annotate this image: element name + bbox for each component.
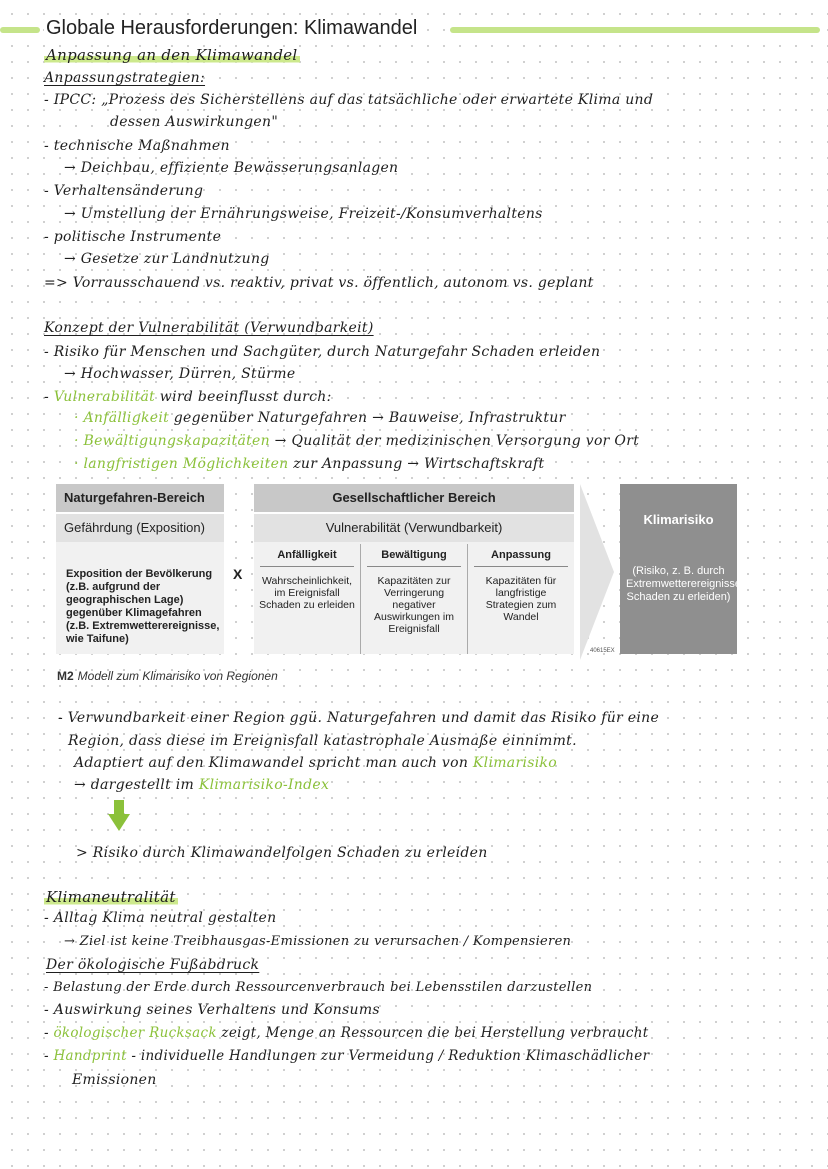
multiply-operator: X (233, 566, 243, 582)
strategy-line-7: - politische Instrumente (44, 229, 222, 245)
caption-label: M2 (57, 669, 74, 683)
column-adaptation (468, 544, 574, 654)
factor-line-3 (74, 456, 544, 472)
climate-risk-box (620, 484, 744, 654)
strategy-line-3: - technische Maßnahmen (44, 138, 230, 154)
section-heading-adaptation (44, 46, 300, 64)
neutrality-line-2: → Ziel ist keine Treibhausgas-Emissionen zu verursachen / Kompensieren (64, 934, 572, 949)
hazard-area-head: Naturgefahren-Bereich (56, 484, 224, 512)
page-title: Globale Herausforderungen: Klimawandel (44, 17, 423, 40)
climate-neutrality-heading (44, 888, 178, 906)
social-area-box (254, 484, 574, 654)
adaptation-strategies-label: Anpassungstrategien: (44, 70, 206, 86)
hazard-area-sub: Gefährdung (Exposition) (56, 512, 224, 542)
strategy-line-2: dessen Auswirkungen" (110, 114, 279, 130)
strategy-line-9: => Vorrausschauend vs. reaktiv, privat vs. öffentlich, autonom vs. geplant (44, 275, 594, 291)
factor-1-term: · Anfälligkeit (74, 410, 170, 426)
column-adaptation-body: Kapazitäten für langfristige Strategien zum Wandel (485, 575, 557, 623)
strategy-line-8: → Gesetze zur Landnutzung (64, 251, 270, 267)
line5-prefix: - (44, 1025, 54, 1041)
strategy-line-1: - IPCC: „Prozess des Sicherstellens auf das tatsächliche oder erwartete Klima und (44, 92, 654, 108)
handprint-term: Handprint (53, 1048, 127, 1064)
title-bar-right (450, 27, 820, 33)
vulnerability-line (44, 389, 332, 405)
risk-line: - Risiko für Menschen und Sachgüter, durch Naturgefahr Schaden erleiden (44, 344, 601, 360)
climate-risk-model-figure (56, 484, 744, 660)
factor-line-1 (74, 410, 566, 426)
line6-prefix: - (44, 1048, 54, 1064)
vuln-definition-line-1: - Verwundbarkeit einer Region ggü. Naturgefahren und damit das Risiko für eine (58, 710, 660, 726)
figure-caption (57, 669, 278, 683)
footprint-line-1: - Belastung der Erde durch Ressourcenverbrauch bei Lebensstilen darzustellen (44, 980, 593, 995)
footprint-heading: Der ökologische Fußabdruck (46, 957, 260, 973)
line3-text: Adaptiert auf den Klimawandel spricht man auch von (74, 755, 473, 771)
down-arrow-icon (108, 800, 130, 832)
vulnerability-heading: Konzept der Vulnerabilität (Verwundbarkeit) (44, 320, 374, 336)
vuln-word: Vulnerabilität (53, 389, 156, 405)
footprint-line-4 (44, 1048, 649, 1064)
climate-risk-definition: > Risiko durch Klimawandelfolgen Schaden zu erleiden (76, 845, 488, 861)
factor-3-term: · langfristigen Möglichkeiten (74, 456, 289, 472)
column-susceptibility-body: Wahrscheinlichkeit, im Ereignisfall Schaden zu erleiden (259, 575, 355, 611)
risk-examples: → Hochwasser, Dürren, Stürme (64, 366, 296, 382)
climate-risk-index-term: Klimarisiko-Index (198, 777, 330, 793)
vuln-definition-line-4 (74, 777, 329, 793)
figure-arrow-icon (580, 484, 614, 660)
column-coping (361, 544, 468, 654)
climate-risk-body: (Risiko, z. B. durch Extremwetterereignisse, Schaden zu erleiden) (626, 565, 744, 603)
line6-text: - individuelle Handlungen zur Vermeidung / Reduktion Klimaschädlicher (126, 1048, 650, 1064)
strategy-line-5: - Verhaltensänderung (44, 183, 204, 199)
factor-1-text: gegenüber Naturgefahren → Bauweise, Infrastruktur (169, 410, 566, 426)
vulnerability-columns (254, 544, 574, 654)
climate-risk-head: Klimarisiko (643, 512, 714, 527)
footprint-line-2: - Auswirkung seines Verhaltens und Konsums (44, 1002, 380, 1018)
column-adaptation-head: Anpassung (474, 544, 568, 567)
title-bar-left (0, 27, 40, 33)
climate-risk-term: Klimarisiko (472, 755, 558, 771)
column-susceptibility-head: Anfälligkeit (260, 544, 354, 567)
line5-text: zeigt, Menge an Ressourcen die bei Herstellung verbraucht (216, 1025, 649, 1041)
footprint-line-5: Emissionen (72, 1072, 157, 1088)
caption-text: Modell zum Klimarisiko von Regionen (77, 669, 278, 683)
column-coping-head: Bewältigung (367, 544, 461, 567)
column-coping-body: Kapazitäten zur Verringerung negativer Auswirkungen im Ereignisfall (374, 575, 454, 635)
ecological-backpack-term: ökologischer Rucksack (53, 1025, 217, 1041)
strategy-line-6: → Umstellung der Ernährungsweise, Freizeit-/Konsumverhaltens (64, 206, 543, 222)
neutrality-line-1: - Alltag Klima neutral gestalten (44, 910, 277, 926)
hazard-area-body: Exposition der Bevölkerung (z.B. aufgrund der geographischen Lage) gegenüber Klimagefahren (z.B. Extremwetterereignisse, wie Taifune) (66, 568, 220, 645)
hazard-area-box (56, 484, 224, 654)
line4-text: → dargestellt im (74, 777, 199, 793)
vuln-prefix: - (44, 389, 54, 405)
column-susceptibility (254, 544, 361, 654)
vuln-definition-line-2: Region, dass diese im Ereignisfall katastrophale Ausmaße einnimmt. (68, 733, 577, 749)
social-area-sub: Vulnerabilität (Verwundbarkeit) (254, 512, 574, 542)
social-area-head: Gesellschaftlicher Bereich (254, 484, 574, 512)
climate-neutrality-heading-text: Klimaneutralität (46, 888, 176, 906)
factor-3-text: zur Anpassung → Wirtschaftskraft (288, 456, 545, 472)
figure-code: 40615EX (590, 648, 615, 654)
adaptation-heading-text: Anpassung an den Klimawandel (46, 46, 298, 64)
vuln-definition-line-3 (74, 755, 557, 771)
footprint-line-3 (44, 1025, 648, 1041)
factor-2-term: · Bewältigungskapazitäten (74, 433, 270, 449)
factor-line-2 (74, 433, 639, 449)
strategy-line-4: → Deichbau, effiziente Bewässerungsanlagen (64, 160, 399, 176)
vuln-rest: wird beeinflusst durch: (155, 389, 332, 405)
factor-2-text: → Qualität der medizinischen Versorgung vor Ort (269, 433, 640, 449)
